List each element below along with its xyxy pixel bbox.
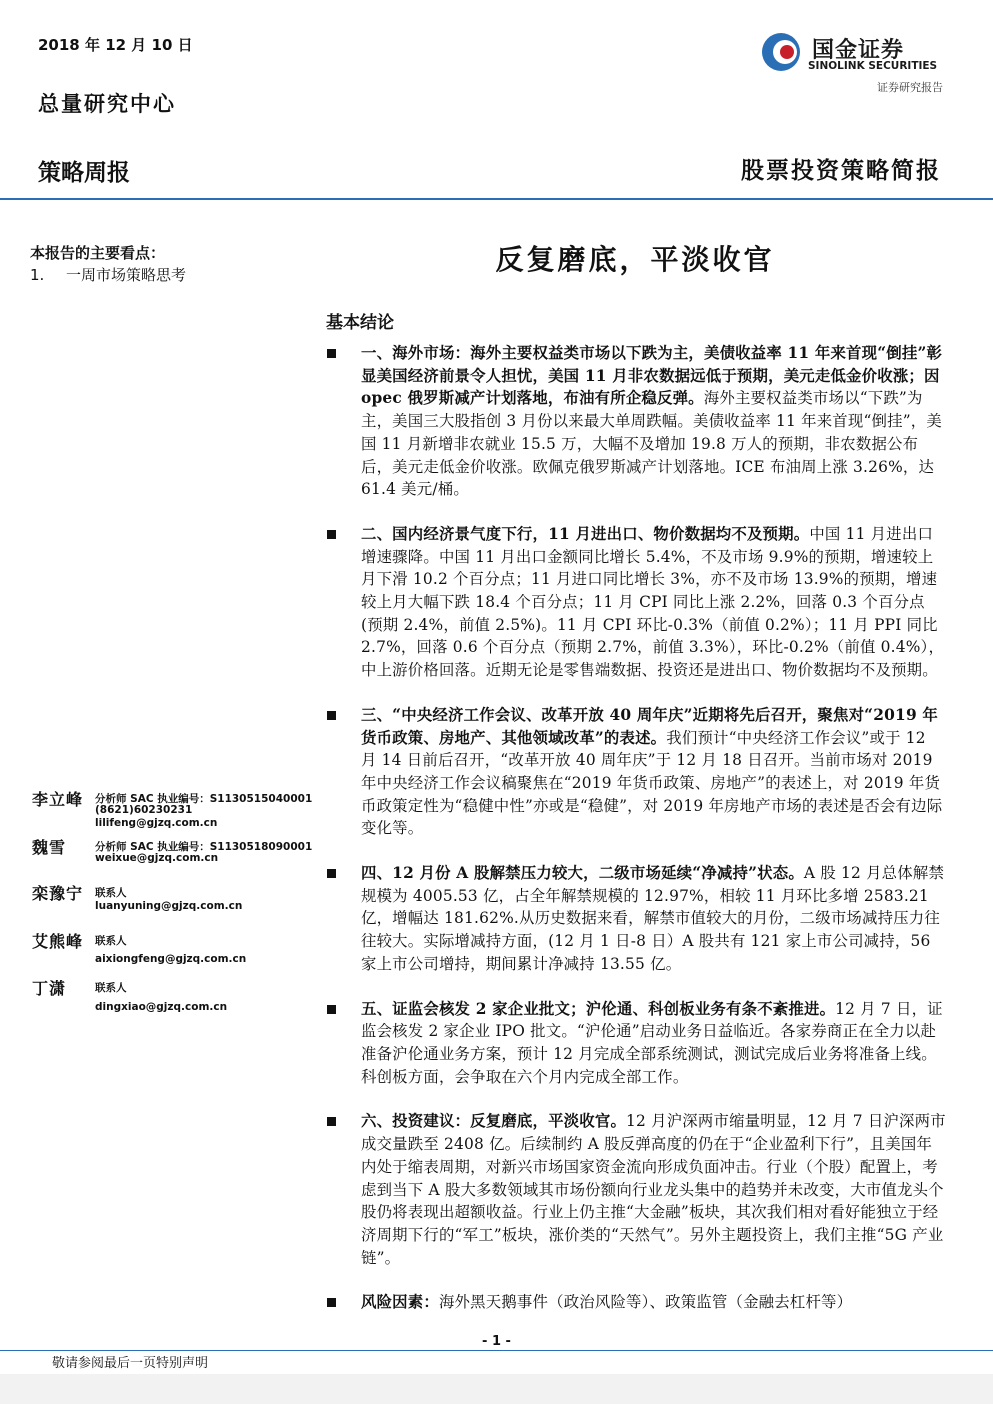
report-series-title: 股票投资策略简报 xyxy=(741,157,941,184)
analyst-email: luanyuning@gjzq.com.cn xyxy=(95,900,243,912)
logo-name-cn: 国金证券 xyxy=(812,38,905,63)
conclusion-body: 12 月沪深两市缩量明显，12 月 7 日沪深两市成交量跌至 2408 亿。后续制约 A 股反弹高度的仍在于“企业盈利下行”，且美国年内处于缩表周期，对新兴市场国家资金流向形成负面冲击。行业（个股）配置上，考虑到当下 A 股大多数领域其市场份额向行业龙头集中的趋势并未改变，大市值龙头个股仍将表现出超额收益。行业上仍主推“大金融”板块，其次我们相对看好能独立于经济周期下行的“军工”板块，涨价类的“天然气”。另外主题投资上，我们主推“5G 产业链”。 xyxy=(361,1112,946,1267)
bullet-square-icon xyxy=(327,1117,336,1126)
conclusion-item xyxy=(326,523,946,682)
research-center-name: 总量研究中心 xyxy=(38,91,176,116)
footer-divider xyxy=(0,1350,993,1351)
conclusion-lead: 四、12 月份 A 股解禁压力较大，二级市场延续“净减持”状态。 xyxy=(361,864,804,883)
analyst-role: 联系人 xyxy=(95,982,127,994)
conclusion-body: 12 月 7 日，证监会核发 2 家企业 IPO 批文。“沪伦通”启动业务日益临近。各家券商正在全力以赴准备沪伦通业务方案，预计 12 月完成全部系统测试，测试完成后业务将准备上线。科创板方面，会争取在六个月内完成全部工作。 xyxy=(361,999,943,1086)
conclusion-lead: 一、海外市场：海外主要权益类市场以下跌为主，美债收益率 11 年来首现“倒挂”彰显美国经济前景令人担忧，美国 11 月非农数据远低于预期，美元走低金价收涨；因 opec 俄罗斯减产计划落地，布油有所企稳反弹。 xyxy=(361,344,943,408)
analyst-name: 艾熊峰 xyxy=(32,932,84,951)
sidebar-item xyxy=(30,264,186,285)
sidebar-item-label: 一周市场策略思考 xyxy=(66,266,187,284)
analyst-name: 栾豫宁 xyxy=(32,884,84,903)
conclusion-lead: 风险因素： xyxy=(361,1293,439,1312)
conclusion-item xyxy=(326,342,946,501)
bullet-square-icon xyxy=(327,869,336,878)
analyst-email: weixue@gjzq.com.cn xyxy=(95,852,219,864)
conclusion-item xyxy=(326,1291,946,1314)
sidebar-item-number: 1. xyxy=(30,266,45,284)
conclusion-lead: 五、证监会核发 2 家企业批文；沪伦通、科创板业务有条不紊推进。 xyxy=(361,999,836,1018)
conclusion-lead: 二、国内经济景气度下行，11 月进出口、物价数据均不及预期。 xyxy=(361,524,810,543)
report-type: 策略周报 xyxy=(38,160,130,186)
conclusion-item xyxy=(326,998,946,1089)
bullet-square-icon xyxy=(327,530,336,539)
conclusion-lead: 六、投资建议：反复磨底，平淡收官。 xyxy=(361,1112,627,1131)
conclusion-item xyxy=(326,862,946,976)
analyst-role: 联系人 xyxy=(95,887,127,899)
sidebar-heading: 本报告的主要看点： xyxy=(30,244,166,262)
analyst-phone: (8621)60230231 xyxy=(95,804,193,816)
conclusion-item xyxy=(326,704,946,840)
logo-subtitle: 证券研究报告 xyxy=(877,81,943,94)
analyst-role: 联系人 xyxy=(95,935,127,947)
section-heading: 基本结论 xyxy=(326,313,394,333)
analyst-name: 李立峰 xyxy=(32,790,84,809)
bullet-square-icon xyxy=(327,349,336,358)
analyst-email: lilifeng@gjzq.com.cn xyxy=(95,817,218,829)
conclusion-body: A 股 12 月总体解禁规模为 4005.53 亿，占全年解禁规模的 12.97%，相较 11 月环比多增 2583.21 亿，增幅达 181.62%.从历史数据来看，解禁市值较大的月份，二级市场减持压力往往较大。实际增减持方面，(12 月 1 日-8 日）A 股共有 121 家上市公司减持，56 家上市公司增持，期间累计净减持 13.55 亿。 xyxy=(361,864,945,973)
conclusion-body: 海外黑天鹅事件（政治风险等）、政策监管（金融去杠杆等） xyxy=(438,1293,853,1312)
logo-name-en: SINOLINK SECURITIES xyxy=(808,60,938,72)
conclusion-item xyxy=(326,1110,946,1269)
header-divider xyxy=(0,198,993,200)
conclusion-lead: 三、“中央经济工作会议、改革开放 40 周年庆”近期将先后召开，聚焦对“2019 年货币政策、房地产、其他领域改革”的表述。 xyxy=(361,705,939,747)
bullet-square-icon xyxy=(327,1298,336,1307)
analyst-credential: 分析师 SAC 执业编号：S1130518090001 xyxy=(95,841,313,853)
disclaimer-note: 敬请参阅最后一页特别声明 xyxy=(52,1356,209,1371)
analyst-email: aixiongfeng@gjzq.com.cn xyxy=(95,953,247,965)
footer-bar xyxy=(0,1374,993,1404)
conclusion-body: 海外主要权益类市场以“下跌”为主，美国三大股指创 3 月份以来最大单周跌幅。美债收益率 11 年来首现“倒挂”，美国 11 月新增非农就业 15.5 万，大幅不及增加 19.8 万人的预期，非农数据公布后，美元走低金价收涨。欧佩克俄罗斯减产计划落地。ICE 布油周上涨 3.26%，达 61.4 美元/桶。 xyxy=(361,389,942,499)
conclusion-list xyxy=(326,342,946,1314)
analyst-name: 丁潇 xyxy=(32,979,67,998)
analyst-email: dingxiao@gjzq.com.cn xyxy=(95,1001,228,1013)
conclusion-body: 我们预计“中央经济工作会议”或于 12 月 14 日前后召开，“改革开放 40 周年庆”于 12 月 18 日召开。当前市场对 2019 年中央经济工作会议稿聚焦在“2019 年货币政策、房地产”的表述上，对 2019 年货币政策定性为“稳健中性”亦或是“稳健”，对 2019 年房地产市场的表述是否会有边际变化等。 xyxy=(361,728,943,838)
bullet-square-icon xyxy=(327,1005,336,1014)
report-date: 2018 年 12 月 10 日 xyxy=(38,36,193,54)
analyst-name: 魏雪 xyxy=(32,838,67,857)
main-title: 反复磨底，平淡收官 xyxy=(495,243,775,276)
bullet-square-icon xyxy=(327,711,336,720)
conclusion-body: 中国 11 月进出口增速骤降。中国 11 月出口金额同比增长 5.4%，不及市场 9.9%的预期，增速较上月下滑 10.2 个百分点；11 月进口同比增长 3%，亦不及市场 13.9%的预期，增速较上月大幅下跌 18.4 个百分点；11 月 CPI 同比上涨 2.2%，回落 0.3 个百分点(预期 2.4%，前值 2.5%)。11 月 CPI 环比-0.3%（前值 0.2%）；11 月 PPI 同比 2.7%，回落 0.6 个百分点（预期 2.7%，前值 3.3%），环比-0.2%（前值 0.4%），中上游价格回落。近期无论是零售端数据、投资还是进出口、物价数据均不及预期。 xyxy=(361,524,945,680)
page-number: - 1 - xyxy=(482,1334,511,1349)
analyst-credential: 分析师 SAC 执业编号：S1130515040001 xyxy=(95,793,313,805)
